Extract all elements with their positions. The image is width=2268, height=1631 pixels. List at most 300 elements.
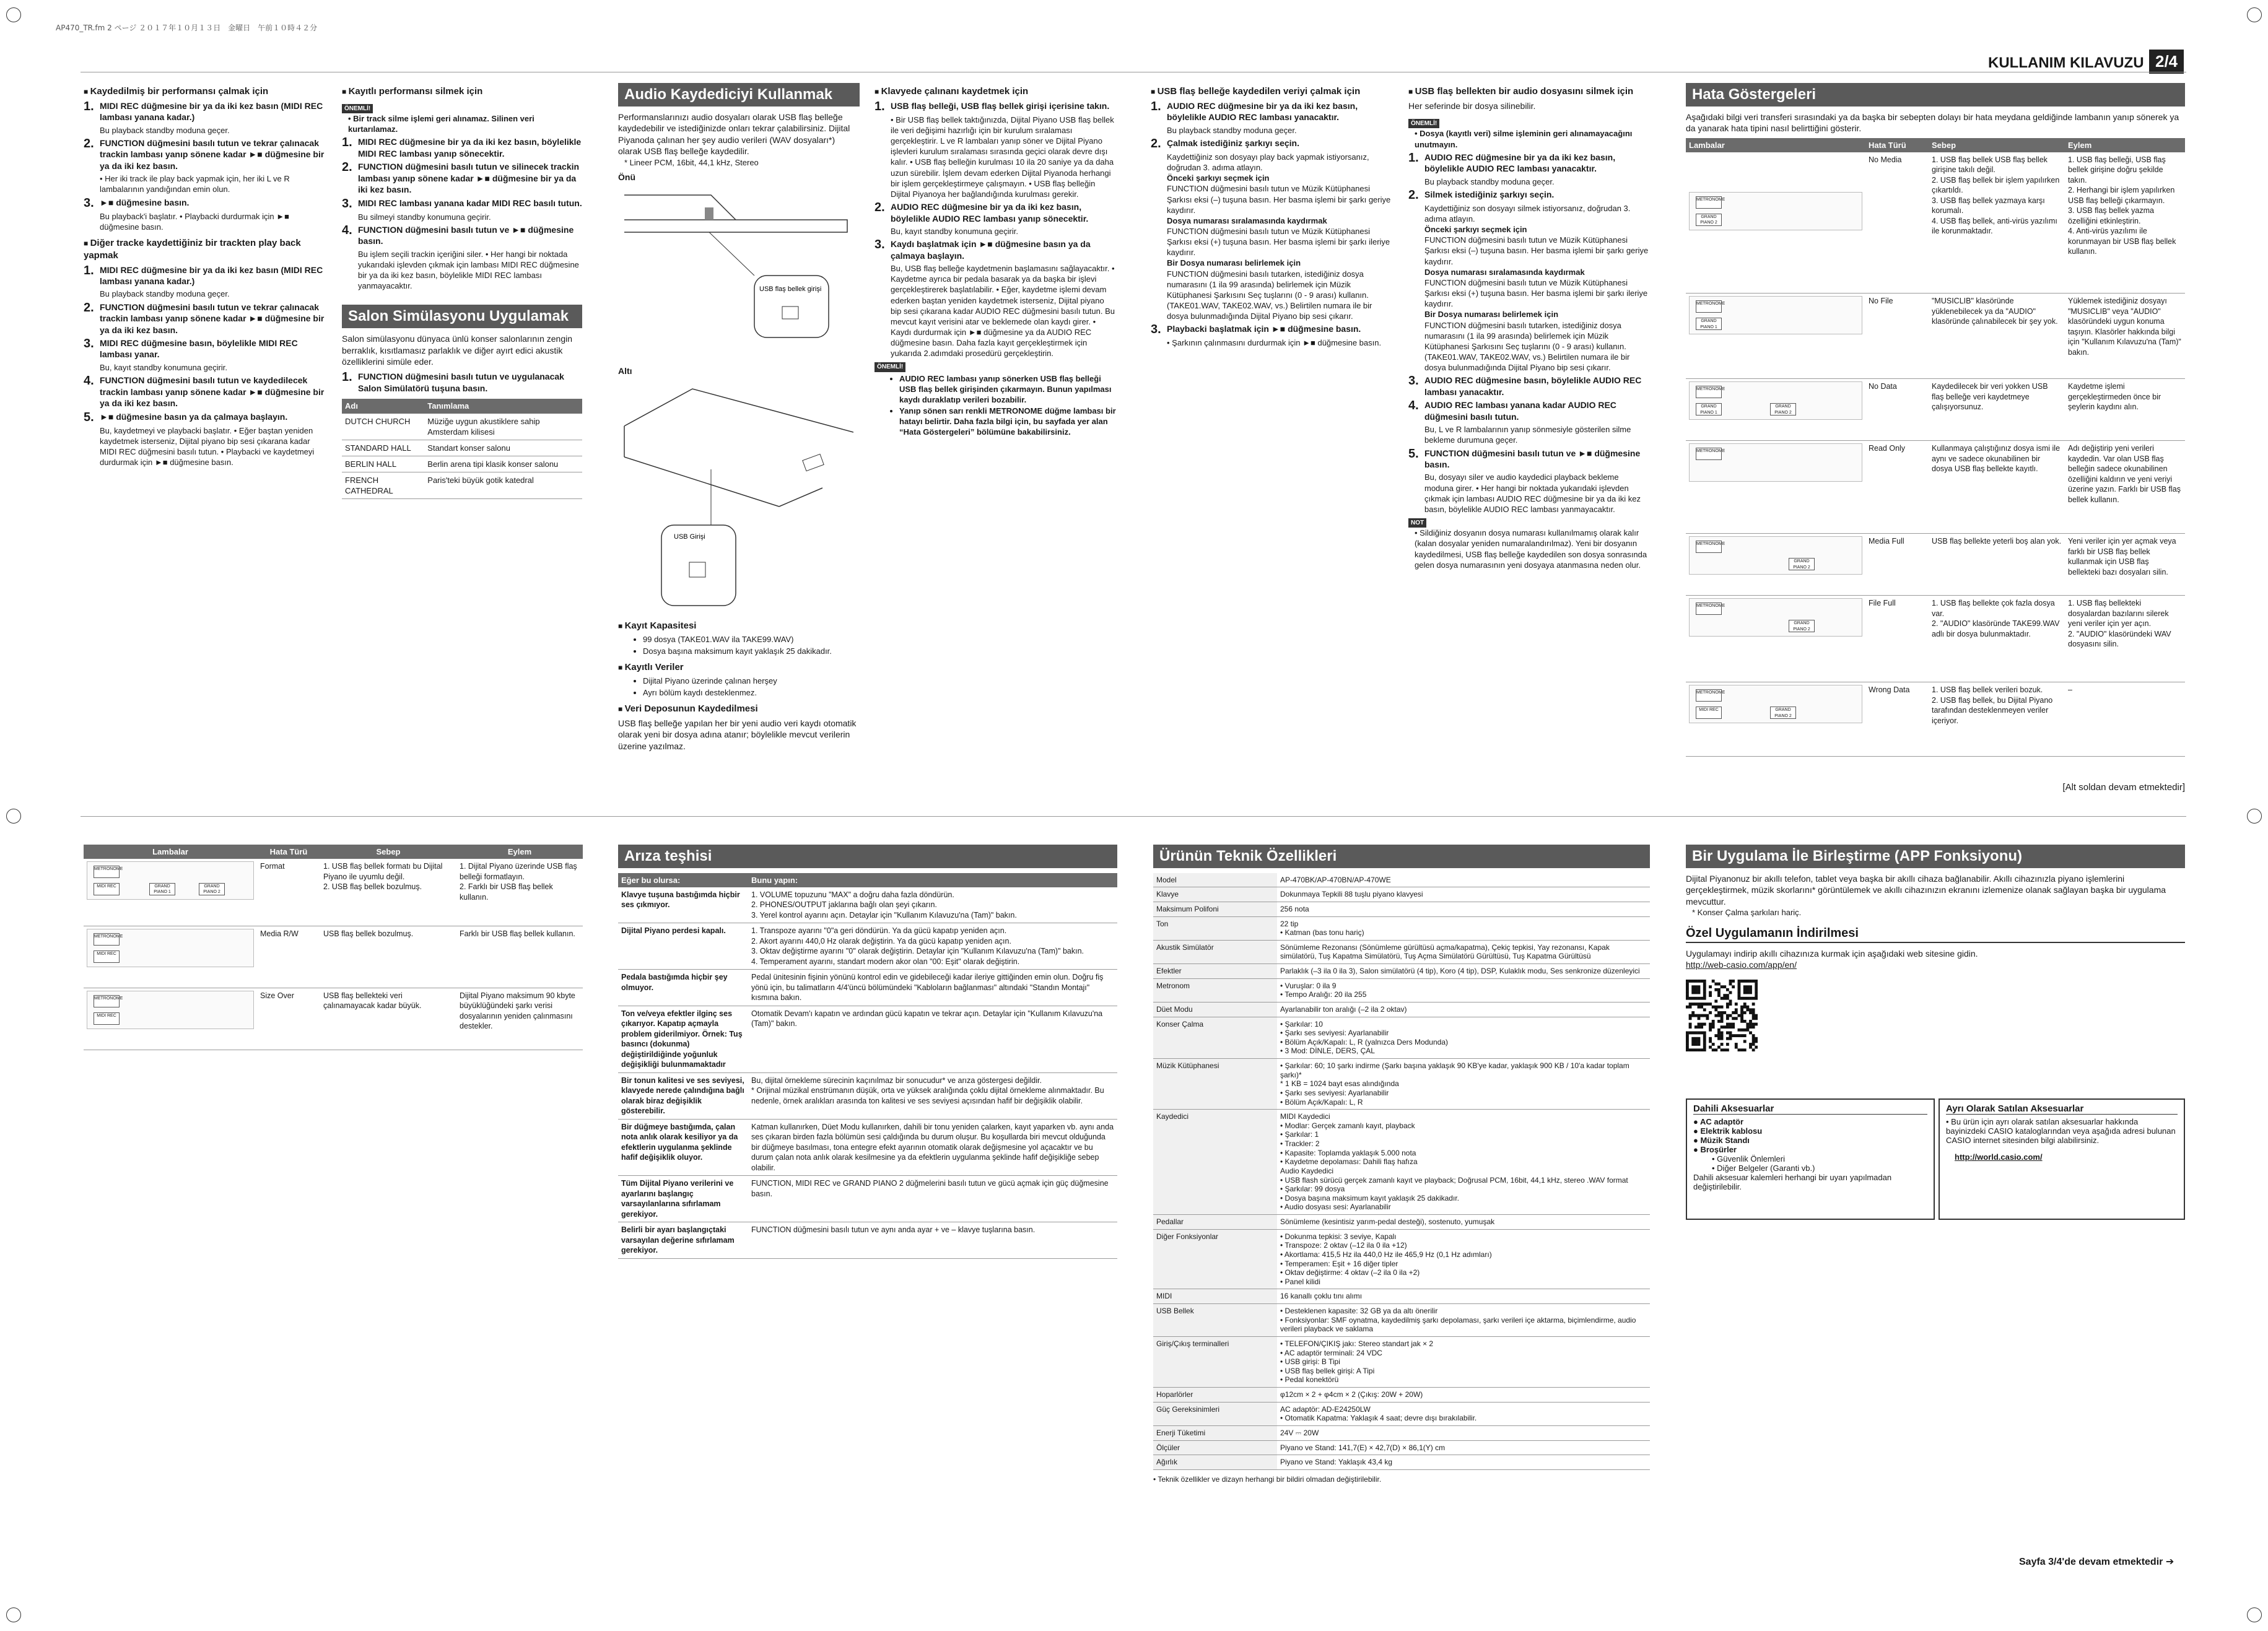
qr-module [1717, 1045, 1721, 1048]
lamp-label: METRONOME [94, 933, 120, 946]
step-number: 2. [84, 300, 94, 315]
spec-row [1153, 916, 1650, 940]
table-row [84, 859, 583, 926]
spec-label: Müzik Kütüphanesi [1153, 1059, 1277, 1110]
step-text: MIDI REC düğmesine bir ya da iki kez basın (MIDI REC lambası yanana kadar.) [100, 264, 323, 286]
qr-module [1746, 996, 1749, 999]
subsection-text: FUNCTION düğmesini basılı tutarken, istediğiniz dosya numarasını (1 ila 99 arasında) belirlemek için Müzik Kütüphanesi Şarkısını Seç tuşlarını (0 - 9 arası) kullanın. (TAKE01.WAV, TAKE02.WAV, vs.) Belirtilen numara ile bir dosya bulunmadığında Dijital Piyano bip sesi çıkarır. [1167, 269, 1372, 321]
qr-module [1738, 994, 1741, 997]
qr-module [1740, 1014, 1743, 1017]
step [1408, 448, 1650, 471]
qr-module [1717, 994, 1721, 997]
column-playback [84, 80, 325, 468]
audio-intro: Performanslarınızı audio dosyaları olarak USB flaş belleğe kaydedebilir ve istediğinizde onları tekrar çalabilirsiniz. Dijital Piyanoda çalınan her şey audio verileri (WAV dosyaları*) olarak USB flaş belleğe kaydedilir. [618, 111, 850, 157]
qr-module [1686, 1037, 1689, 1040]
step-detail: Bu playback standby moduna geçer. [1167, 125, 1297, 135]
column-usb-delete [1408, 80, 1650, 570]
accessory-subitem: • Güvenlik Önlemleri [1712, 1154, 1785, 1163]
qr-module [1703, 1008, 1706, 1011]
qr-module [1691, 988, 1694, 991]
qr-module [1729, 1037, 1732, 1040]
spec-label: Güç Gereksinimleri [1153, 1402, 1277, 1425]
qr-module [1686, 1034, 1689, 1037]
qr-module [1689, 1031, 1692, 1034]
table-row [342, 414, 582, 440]
table-row [342, 456, 582, 472]
spec-row [1153, 1455, 1650, 1470]
qr-module [1691, 980, 1694, 983]
column-header: Eylem [456, 845, 583, 859]
lamp-label: GRAND PIANO 2 [1696, 214, 1722, 226]
qr-module [1706, 1014, 1709, 1017]
table-cell: STANDARD HALL [342, 440, 424, 456]
lamp-diagram-cell [84, 988, 257, 1050]
qr-module [1709, 1045, 1712, 1048]
qr-module [1752, 1048, 1755, 1051]
problem-cell: Ton ve/veya efektler ilginç ses çıkarıyor. Kapatıp açmayla problem giderilmiyor. Örnek: Tuş basıncı (dokunma) değiştirildiğinde yoğunluk değişikliği bulunmamaktadır [618, 1006, 748, 1072]
subsection-title: Bir Dosya numarası belirlemek için [1424, 310, 1559, 320]
qr-module [1735, 1045, 1738, 1048]
qr-module [1703, 1048, 1706, 1051]
spec-row [1153, 964, 1650, 979]
qr-module [1746, 980, 1749, 983]
step-detail: • Bir USB flaş bellek taktığınızda, Dijital Piyano USB flaş bellek ile veri değişimi hazırlığı için bir kurulum sıralaması gerçekleştirir. L ve R lambaları yanıp söner ve Dijital Piyano işlevleri kurulum sıralaması sırasında geçici olarak devre dışı kalır. • USB flaş belleğin kurulması 10 ila 20 saniye ya da daha uzun sürebilir. İşlem devam ederken Dijital Piyanoda herhangi bir işlem gerçekleştirmeye çalışmayın. • USB flaş belleğin Dijital Piyanoya her bağlandığında kurulması gerekir. [891, 115, 1114, 199]
qr-module [1686, 980, 1689, 983]
qr-module [1746, 1025, 1749, 1029]
section-banner: Hata Göstergeleri [1686, 83, 2185, 107]
qr-module [1709, 1025, 1712, 1029]
qr-module [1703, 991, 1706, 994]
spec-value: • Dokunma tepkisi: 3 seviye, Kapalı • Transpoze: 2 oktav (–12 ila 0 ila +12) • Akortlama: 415,5 Hz ila 440,0 Hz ile 465,9 Hz (0,1 Hz adımları) • Temperamen: Eşit + 16 diğer tipler • Oktav değiştirme: 4 oktav (–2 ila 0 ila +2) • Panel kilidi [1277, 1229, 1650, 1289]
step [1408, 189, 1650, 201]
app-function [1686, 845, 2185, 1051]
step-number: 1. [874, 99, 885, 113]
error-cause: 1. USB flaş bellekte çok fazla dosya var. 2. "AUDIO" klasöründe TAKE99.WAV adlı bir dosya bulunmaktadır. [1929, 596, 2065, 682]
qr-module [1749, 1045, 1752, 1048]
solution-cell: Pedal ünitesinin fişinin yönünü kontrol edin ve gidebileceği kadar ileriye gittiğinden emin olun. Doğru fiş yönü için, bu talimatların 4/4'üncü bölümündeki "Kabloların bağlanması" altındaki "Standın Montajı" kısmına bakın. [748, 970, 1117, 1006]
qr-module [1698, 1037, 1701, 1040]
table-row [342, 472, 582, 499]
step-detail: Bu, kaydetmeyi ve playbacki başlatır. • Eğer baştan yeniden kaydetmek isterseniz, Dijital piyano bip sesi çıkarana kadar MIDI REC düğmesini basılı tutun. • Playbacki ve kaydetmeyi durdurmak için ►■ düğmesine basın. [100, 425, 315, 467]
qr-module [1700, 1031, 1703, 1034]
column-header: Eylem [2065, 138, 2185, 152]
error-action: Farklı bir USB flaş bellek kullanın. [456, 926, 583, 988]
column-header: Bunu yapın: [748, 873, 1117, 887]
step-text: FUNCTION düğmesini basılı tutun ve tekrar çalınacak trackin lambası yanıp sönene kadar ►■ düğmesine bir ya da iki kez basın. [100, 137, 325, 171]
column-header: Hata Türü [257, 845, 320, 859]
qr-module [1735, 1043, 1738, 1046]
accessory-subitem: • Diğer Belgeler (Garanti vb.) [1712, 1163, 1815, 1173]
qr-module [1755, 994, 1758, 997]
qr-module [1698, 988, 1701, 991]
qr-module [1691, 985, 1694, 988]
accessory-item: ● Broşürler [1693, 1145, 1737, 1154]
step-number: 4. [84, 374, 94, 388]
solution-cell: FUNCTION düğmesini basılı tutun ve aynı anda ayar + ve – klavye tuşlarına basın. [748, 1222, 1117, 1259]
step-number: 1. [342, 370, 352, 385]
qr-module [1700, 1048, 1703, 1051]
qr-module [1703, 994, 1706, 997]
qr-module [1686, 1048, 1689, 1051]
qr-module [1703, 1045, 1706, 1048]
qr-module [1726, 996, 1729, 999]
qr-module [1714, 1014, 1717, 1017]
spec-row [1153, 1425, 1650, 1440]
qr-module [1694, 1037, 1698, 1040]
qr-module [1752, 980, 1755, 983]
lamp-diagram [1689, 192, 1862, 230]
step [342, 136, 582, 159]
qr-module [1694, 985, 1698, 988]
table-cell: Müziğe uygun akustiklere sahip Amsterdam kilisesi [424, 414, 582, 440]
qr-module [1721, 1020, 1724, 1023]
qr-module [1717, 988, 1721, 991]
error-type: Media Full [1865, 534, 1929, 596]
usb-flash-port-label: USB flaş bellek girişi [759, 285, 822, 294]
error-action: Yüklemek istediğiniz dosyayı "MUSICLIB" veya "AUDIO" klasöründeki uygun konuma taşıyın. Klasörler hakkında bilgi için "Kullanım Kılavuzu'na (Tam)" bakın. [2065, 294, 2185, 379]
table-row [618, 887, 1117, 923]
error-cause: 1. USB flaş bellek verileri bozuk. 2. USB flaş bellek, bu Dijital Piyano tarafından desteklenmeyen veriler içeriyor. [1929, 682, 2065, 757]
qr-module [1700, 1022, 1703, 1025]
qr-module [1738, 1034, 1741, 1037]
qr-module [1755, 1040, 1758, 1043]
print-mark: AP470_TR.fm 2 ページ ２０１７年１０月１３日 金曜日 午前１０時４２分 [56, 24, 318, 32]
step-number: 2. [1151, 136, 1161, 150]
important-text: • Bir track silme işlemi geri alınamaz. Silinen veri kurtarılamaz. [348, 113, 534, 134]
qr-module [1691, 991, 1694, 994]
error-cause: "MUSICLIB" klasöründe yüklenebilecek ya da "AUDIO" klasöründe çalınabilecek bir şey yok. [1929, 294, 2065, 379]
step-detail: Bu, dosyayı siler ve audio kaydedici playback bekleme moduna girer. • Her hangi bir noktada yukarıdaki işlevden çıkmak için lambası AUDIO REC düğmesine bir ya da iki kez basın, böylelikle AUDIO REC lambası yanmayacaktır. [1424, 472, 1641, 514]
column-delete-hall [342, 80, 582, 499]
qr-module [1752, 1017, 1755, 1020]
list-item: • 99 dosya (TAKE01.WAV ila TAKE99.WAV) [643, 634, 860, 645]
step [342, 198, 582, 210]
spec-label: Ölçüler [1153, 1440, 1277, 1455]
error-table-cont [84, 845, 583, 1050]
accessory-item: ● Müzik Standı [1693, 1136, 1750, 1145]
qr-module [1743, 1028, 1747, 1031]
step-text: AUDIO REC lambası yanana kadar AUDIO REC düğmesini basılı tutun. [1424, 400, 1616, 422]
app-intro-note: * Konser Çalma şarkıları hariç. [1692, 908, 1802, 918]
solution-cell: Katman kullanırken, Düet Modu kullanırken, dahili bir tonu yeniden çalarken, kayıt yaparken vb. aynı anda ses çıkaran birden fazla bölümün sesi çaldığında bu durum oluşur. Bu koşullarda biri mevcut olduğunda bir düğmeye basılması, tona entegre efekt ayarının otomatik olarak değişmesine yol açacaktır ve bu durum çalan nota anlık olarak kesilmesine ya da efektlerin uygulanma şeklinde hafif değişikliğe sebep olabilir. [748, 1119, 1117, 1176]
recorded-data-list [618, 676, 860, 697]
section-title: ■ Klavyede çalınanı kaydetmek için [874, 85, 1116, 98]
specs-footnote: • Teknik özellikler ve dizayn herhangi bir bildiri olmadan değiştirilebilir. [1153, 1474, 1382, 1484]
qr-module [1709, 1003, 1712, 1006]
spec-label: USB Bellek [1153, 1304, 1277, 1337]
qr-module [1738, 1028, 1741, 1031]
error-table-continued [84, 845, 583, 1050]
qr-module [1714, 1034, 1717, 1037]
qr-module [1698, 1003, 1701, 1006]
error-type: Wrong Data [1865, 682, 1929, 757]
error-action: Dijital Piyano maksimum 90 kbyte büyüklüğündeki şarkı verisi dosyalarının yeniden çalınmasını destekler. [456, 988, 583, 1050]
error-cause: Kaydedilecek bir veri yokken USB flaş belleğe veri kaydetmeye çalışıyorsunuz. [1929, 379, 2065, 441]
qr-module [1717, 1028, 1721, 1031]
qr-module [1689, 996, 1692, 999]
table-row [1686, 294, 2185, 379]
qr-module [1698, 1040, 1701, 1043]
table-row [618, 923, 1117, 970]
subsection-title: Dosya numarası sıralamasında kaydırmak [1167, 215, 1327, 225]
qr-module [1709, 991, 1712, 994]
lamp-label: GRAND PIANO 1 [1696, 318, 1722, 330]
error-type: Media R/W [257, 926, 320, 988]
step-text: FUNCTION düğmesini basılı tutun ve silinecek trackin lambası yanıp sönene kadar ►■ düğmesine bir ya da iki kez basın. [358, 162, 580, 195]
spec-value: φ12cm × 2 + φ4cm × 2 (Çıkış: 20W + 20W) [1277, 1388, 1650, 1403]
qr-module [1729, 1022, 1732, 1025]
qr-module [1686, 988, 1689, 991]
column-header: Sebep [320, 845, 456, 859]
spec-row [1153, 1110, 1650, 1215]
spec-label: Efektler [1153, 964, 1277, 979]
step [874, 201, 1116, 224]
qr-module [1743, 988, 1747, 991]
qr-module [1740, 1020, 1743, 1023]
step-text: ►■ düğmesine basın. [100, 197, 190, 207]
table-cell: Standart konser salonu [424, 440, 582, 456]
section-banner: Salon Simülasyonu Uygulamak [342, 305, 582, 328]
qr-module [1723, 1048, 1726, 1051]
qr-module [1755, 982, 1758, 985]
table-row [618, 1222, 1117, 1259]
qr-module [1694, 991, 1698, 994]
qr-module [1689, 1005, 1692, 1008]
spec-label: Metronom [1153, 978, 1277, 1002]
step-text: FUNCTION düğmesini basılı tutun ve uygulanacak Salon Simülatörü tuşuna basın. [358, 372, 564, 393]
qr-module [1712, 980, 1715, 983]
list-item: • Yanıp sönen sarı renkli METRONOME düğme lambası bir hatayı belirtir. Daha fazla bilgi için, bu sayfada yer alan “Hata Göstergeleri” bölümüne bakabilirsiniz. [899, 406, 1116, 437]
subsection-title: Önceki şarkıyı seçmek için [1167, 173, 1270, 183]
table-cell: BERLIN HALL [342, 456, 424, 472]
casio-website-link[interactable]: http://world.casio.com/ [1955, 1152, 2043, 1162]
qr-module [1686, 996, 1689, 999]
qr-module [1752, 1025, 1755, 1029]
list-item: • Ayrı bölüm kaydı desteklenmez. [643, 687, 860, 698]
spec-label: Giriş/Çıkış terminalleri [1153, 1336, 1277, 1387]
qr-module [1703, 985, 1706, 988]
front-label: Önü [618, 172, 635, 182]
qr-module [1729, 982, 1732, 985]
qr-module [1732, 1011, 1735, 1014]
subsection-text: FUNCTION düğmesini basılı tutun ve Müzik Kütüphanesi Şarkısı eksi (–) tuşuna basın. Her basma işlemi bir şarkı geriye kaydırır. [1424, 235, 1649, 266]
lamp-label: GRAND PIANO 2 [1789, 558, 1815, 570]
table-header-row [618, 873, 1117, 887]
qr-module [1738, 1048, 1741, 1051]
qr-module [1686, 982, 1689, 985]
qr-module [1755, 1017, 1758, 1020]
qr-module [1726, 1003, 1729, 1006]
qr-module [1686, 985, 1689, 988]
qr-module [1723, 1011, 1726, 1014]
qr-module [1717, 982, 1721, 985]
qr-module [1740, 1034, 1743, 1037]
solution-cell: 1. Transpoze ayarını "0"a geri döndürün. Ya da gücü kapatıp yeniden açın. 2. Akort ayarını 440,0 Hz olarak değiştirin. Ya da gücü kapatıp yeniden açın. 3. Oktav değiştirme ayarını "0" olarak değiştirin. Detaylar için "Kullanım Kılavuzu'na (Tam)" bakın. 4. Temperament ayarını, standart modern akor olan "00: Eşit" olarak değiştirin. [748, 923, 1117, 970]
qr-module [1698, 1014, 1701, 1017]
step-number: 2. [342, 160, 352, 175]
usb-port-label: USB Girişi [674, 533, 705, 541]
qr-module [1691, 1040, 1694, 1043]
step-number: 3. [1408, 374, 1419, 388]
box-title: Ayrı Olarak Satılan Aksesuarlar [1946, 1103, 2178, 1115]
crop-mark [6, 809, 21, 824]
section-title: ■ Kayıtlı performansı silmek için [342, 85, 582, 98]
app-download-link[interactable]: http://web-casio.com/app/en/ [1686, 960, 1797, 970]
step [84, 137, 325, 172]
error-cause: 1. USB flaş bellek formatı bu Dijital Piyano ile uyumlu değil. 2. USB flaş bellek bozulmuş. [320, 859, 456, 926]
qr-module [1686, 994, 1689, 997]
qr-module [1726, 1031, 1729, 1034]
accessory-item: ● AC adaptör [1693, 1117, 1744, 1126]
qr-module [1743, 1048, 1747, 1051]
step-number: 1. [84, 263, 94, 277]
error-type: Format [257, 859, 320, 926]
column-header: Sebep [1929, 138, 2065, 152]
lamp-label: MIDI REC [94, 950, 120, 963]
spec-label: Diğer Fonksiyonlar [1153, 1229, 1277, 1289]
table-row [618, 970, 1117, 1006]
spec-row [1153, 1289, 1650, 1304]
qr-module [1738, 982, 1741, 985]
accessory-sublabel: Güvenlik Önlemleri [1717, 1154, 1785, 1163]
subsection-text: FUNCTION düğmesini basılı tutun ve Müzik Kütüphanesi Şarkısı eksi (+) tuşuna basın. Her basma işlemi bir şarkı ileriye kaydırır. [1167, 226, 1390, 258]
qr-module [1721, 1025, 1724, 1029]
qr-module [1749, 1022, 1752, 1025]
qr-module [1712, 1020, 1715, 1023]
lamp-label: MIDI REC [94, 883, 120, 895]
piano-bottom-illustration [618, 376, 853, 612]
solution-cell: FUNCTION, MIDI REC ve GRAND PIANO 2 düğmelerini basılı tutun ve gücü açmak için güç düğmesine basın. [748, 1176, 1117, 1222]
subsection-text: FUNCTION düğmesini basılı tutun ve Müzik Kütüphanesi Şarkısı eksi (–) tuşuna basın. Her basma işlemi bir şarkı geriye kaydırır. [1167, 184, 1391, 215]
step-number: 5. [84, 410, 94, 424]
qr-module [1749, 1008, 1752, 1011]
spec-value: • Şarkılar: 60; 10 şarkı indirme (Şarkı başına yaklaşık 90 KB'ye kadar, yaklaşık 900 KB / 10'a kadar toplam şarkı)* * 1 KB = 1024 bayt esas alındığında • Şarkı ses seviyesi: Ayarlanabilir • Bölüm Açık/Kapalı: L, R [1277, 1059, 1650, 1110]
qr-module [1686, 1040, 1689, 1043]
qr-module [1698, 1022, 1701, 1025]
section-banner: Bir Uygulama İle Birleştirme (APP Fonksiyonu) [1686, 845, 2185, 868]
continue-note: [Alt soldan devam etmektedir] [2062, 782, 2185, 793]
spec-row [1153, 873, 1650, 887]
qr-module [1746, 1022, 1749, 1025]
qr-module [1746, 991, 1749, 994]
spec-value: Dokunmaya Tepkili 88 tuşlu piyano klavyesi [1277, 887, 1650, 902]
solution-cell: Bu, dijital örnekleme sürecinin kaçınılmaz bir sonucudur* ve arıza göstergesi değildir. * Orijinal müzikal enstrümanın düşük, orta ve yüksek aralığında çoklu dijital örnekleme alınmaktadır. Bu nedenle, örnek aralıkları arasında ton kalitesi ve ses seviyesi açısından hafif bir değişiklik olabilir. [748, 1072, 1117, 1119]
qr-module [1749, 1020, 1752, 1023]
spec-value: 22 tip • Katman (bas tonu hariç) [1277, 916, 1650, 940]
accessory-sublabel: Diğer Belgeler (Garanti vb.) [1717, 1163, 1815, 1173]
crop-mark [6, 1607, 21, 1622]
qr-module [1700, 1003, 1703, 1006]
steps-playback [84, 100, 325, 232]
qr-module [1743, 985, 1747, 988]
qr-module [1691, 1043, 1694, 1046]
qr-module [1732, 1034, 1735, 1037]
column-header: Lambalar [84, 845, 257, 859]
spec-row [1153, 1059, 1650, 1110]
step-detail: Bu, L ve R lambalarının yanıp sönmesiyle gösterilen silme bekleme durumuna geçer. [1424, 425, 1631, 445]
step-detail: Bu silmeyi standby konumuna geçirir. [358, 212, 491, 222]
error-type: File Full [1865, 596, 1929, 682]
qr-module [1694, 1003, 1698, 1006]
fold-line [81, 816, 2186, 817]
qr-module [1694, 1014, 1698, 1017]
step [84, 337, 325, 360]
spec-row [1153, 1388, 1650, 1403]
qr-module [1706, 1017, 1709, 1020]
step-detail: Bu, kayıt standby konumuna geçirir. [891, 226, 1018, 236]
qr-module [1726, 994, 1729, 997]
error-cause: USB flaş bellekteki veri çalınamayacak kadar büyük. [320, 988, 456, 1050]
qr-module [1721, 1014, 1724, 1017]
solution-cell: 1. VOLUME topuzunu "MAX" a doğru daha fazla döndürün. 2. PHONES/OUTPUT jaklarına bağlı olan şeyi çıkarın. 3. Yerel kontrol ayarını açın. Detaylar için "Kullanım Kılavuzu'na (Tam)" bakın. [748, 887, 1117, 923]
qr-module [1689, 1022, 1692, 1025]
crop-mark [2247, 1607, 2262, 1622]
step-text: FUNCTION düğmesini basılı tutun ve tekrar çalınacak trackin lambası yanıp sönene kadar ►■ düğmesine bir ya da iki kez basın. [100, 302, 325, 335]
qr-module [1755, 996, 1758, 999]
table-cell: Paris'teki büyük gotik katedral [424, 472, 582, 499]
step [1408, 152, 1650, 175]
step [84, 264, 325, 287]
qr-module [1698, 1043, 1701, 1046]
qr-module [1709, 1037, 1712, 1040]
qr-module [1709, 1028, 1712, 1031]
app-download-title: Özel Uygulamanın İndirilmesi [1686, 925, 2185, 942]
error-cause: Kullanmaya çalıştığınız dosya ismi ile aynı ve sadece okunabilinen bir dosya USB flaş bellekte kayıtlı. [1929, 441, 2065, 534]
qr-module [1755, 1022, 1758, 1025]
step [342, 161, 582, 195]
step-number: 1. [1408, 150, 1419, 165]
step [1151, 323, 1392, 336]
qr-module [1703, 980, 1706, 983]
qr-module [1717, 1005, 1721, 1008]
error-type: Read Only [1865, 441, 1929, 534]
step-number: 1. [1151, 99, 1161, 113]
page-number-badge: 2/4 [2149, 50, 2184, 74]
important-badge: ÖNEMLİ! [874, 362, 905, 372]
step-text: FUNCTION düğmesini basılı tutun ve ►■ düğmesine basın. [358, 224, 574, 246]
lamp-label: METRONOME [94, 866, 120, 878]
qr-module [1703, 982, 1706, 985]
step-number: 1. [84, 99, 94, 113]
step [342, 224, 582, 247]
qr-module [1700, 980, 1703, 983]
qr-module [1729, 1034, 1732, 1037]
step-number: 3. [874, 238, 885, 252]
qr-module [1749, 1031, 1752, 1034]
spec-label: Maksimum Polifoni [1153, 902, 1277, 916]
spec-row [1153, 1017, 1650, 1059]
qr-module [1726, 1017, 1729, 1020]
hall-table [342, 399, 582, 499]
note-text: • Sildiğiniz dosyanın dosya numarası kullanılmamış olarak kalır (kalan dosyalar yeniden numaralandırılmaz). Yeni bir dosyanın kaydedilmesi, USB flaş belleğe kaydedilen son dosya sonrasında gelen dosya numarasının yeni dosyaya atanmasına neden olur. [1415, 528, 1647, 570]
qr-module [1755, 1014, 1758, 1017]
qr-module [1721, 996, 1724, 999]
qr-module [1691, 1003, 1694, 1006]
included-accessories-box [1686, 1098, 1935, 1220]
qr-module [1752, 996, 1755, 999]
lamp-label: GRAND PIANO 2 [1770, 403, 1796, 415]
step-number: 2. [874, 201, 885, 215]
qr-module [1698, 985, 1701, 988]
qr-module [1709, 1011, 1712, 1014]
qr-module [1723, 996, 1726, 999]
qr-module [1726, 1048, 1729, 1051]
step [1151, 100, 1392, 123]
lamp-diagram-cell [1686, 682, 1865, 757]
section-title: ■ USB flaş bellekten bir audio dosyasını silmek için [1408, 85, 1650, 98]
qr-module [1691, 1014, 1694, 1017]
spec-label: Ağırlık [1153, 1455, 1277, 1470]
